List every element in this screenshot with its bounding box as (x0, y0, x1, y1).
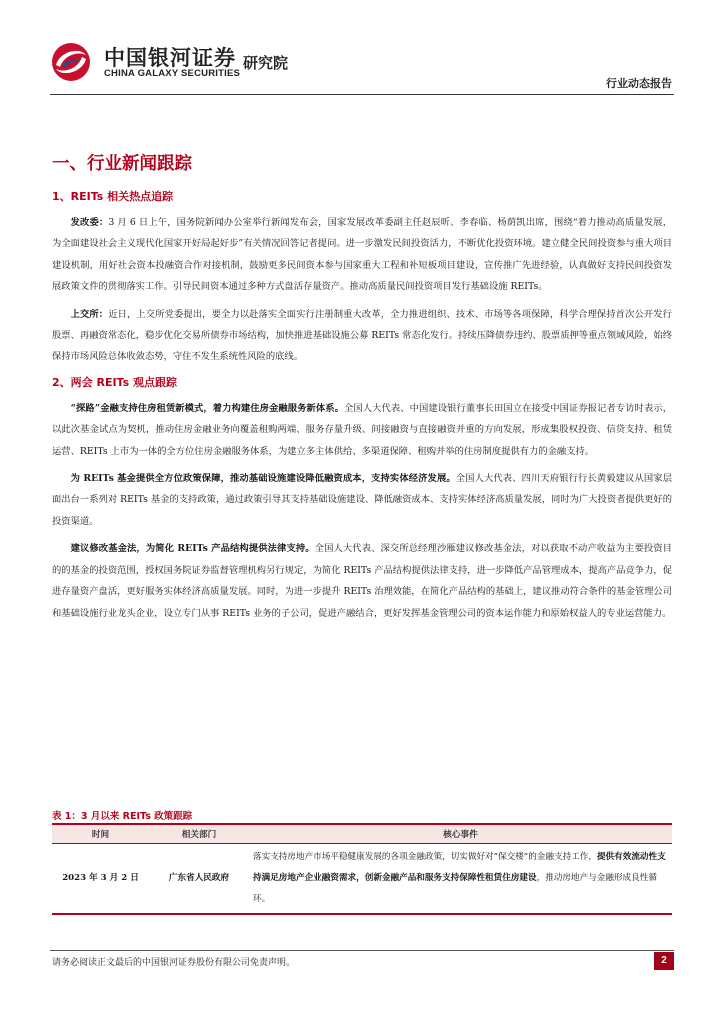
paragraph-lead: “探路”金融支持住房租赁新模式，着力构建住房金融服务新体系。 (70, 402, 344, 414)
paragraph-lead: 上交所： (70, 308, 109, 320)
main-content (52, 150, 672, 630)
event-text-emphasis: 提供有效流动性支持满足房地产企业融资需求，创新金融产品和服务支持保障性租赁住房建设 (253, 852, 666, 883)
paragraph-lead: 发改委： (70, 217, 109, 228)
paragraph-ndrc (52, 212, 672, 298)
paragraph-policy-support (52, 468, 672, 532)
column-header-department: 相关部门 (149, 824, 249, 844)
paragraph-fund-law (52, 538, 672, 624)
header-divider (50, 94, 674, 95)
table-row (52, 844, 672, 915)
footer-divider (50, 950, 674, 951)
paragraph-sse (52, 304, 672, 368)
page-number: 2 (654, 952, 674, 970)
paragraph-housing-finance (52, 398, 672, 462)
section-title: 一、行业新闻跟踪 (52, 154, 192, 174)
paragraph-lead: 为 REITs 基金提供全方位政策保障，推动基础设施建设降低融资成本，支持实体经济发展。 (70, 473, 456, 485)
cell-event (249, 844, 672, 915)
policy-table (52, 823, 672, 915)
table-header-row (52, 824, 672, 844)
cell-date: 2023 年 3 月 2 日 (52, 844, 149, 915)
paragraph-body: 全国人大代表、四川天府银行行长黄毅建议从国家层面出台一系列对 REITs 基金的支持政策，通过政策引导其支持基础设施建设、降低融资成本、支持实体经济高质量发展，同时为广大投资者提供更好的投资渠道。 (52, 473, 672, 527)
cell-department: 广东省人民政府 (149, 844, 249, 915)
footer-disclaimer: 请务必阅读正文最后的中国银河证券股份有限公司免责声明。 (52, 958, 296, 968)
paragraph-body: 全国人大代表、深交所总经理沙雁建议修改基金法，对以获取不动产收益为主要投资目的的基金的投资范围，授权国务院证券监督管理机构另行规定，为简化 REITs 产品结构提供法律支持，进一步降低产品管理成本，提高产品竞争力，促进存量资产盘活，更好服务实体经济高质量发展。同时，为进一步提升 REITs 治理效能，在简化产品结构的基础上，建议推动符合条件的基金管理公司和基础设施行业龙头企业，设立专门从事 REITs 业务的子公司，促进产融结合，更好发挥基金管理公司的资本运作能力和原始权益人的专业运营能力。 (52, 543, 672, 619)
event-text: ，推动房地产与金融形成良性循环。 (253, 873, 657, 904)
paragraph-body: 3 月 6 日上午，国务院新闻办公室举行新闻发布会，国家发展改革委副主任赵辰昕、李春临、杨荫凯出席，围绕“着力推动高质量发展，为全面建设社会主义现代化国家开好局起好步”有关情况回答记者提问。进一步激发民间投资活力，不断优化投资环境。建立健全民间投资参与重大项目建设机制，用好社会资本投融资合作对接机制，鼓励更多民间资本参与国家重大工程和补短板项目建设，宣传推广先进经验，认真做好支持民间投资发展政策文件的贯彻落实工作。引导民间资本通过多种方式盘活存量资产。推动高质量民间投资项目发行基础设施 REITs。 (52, 217, 672, 293)
galaxy-logo-icon (50, 41, 92, 83)
brand-name-cn: 中国银河证券 (104, 46, 236, 70)
table-caption: 表 1：3 月以来 REITs 政策跟踪 (52, 811, 193, 822)
institute-label: 研究院 (243, 54, 289, 72)
column-header-event: 核心事件 (249, 824, 672, 844)
paragraph-lead: 建议修改基金法，为简化 REITs 产品结构提供法律支持。 (70, 543, 315, 555)
column-header-date: 时间 (52, 824, 149, 844)
subsection-title-hotspots: 1、REITs 相关热点追踪 (52, 190, 174, 203)
brand-name-en: CHINA GALAXY SECURITIES (104, 68, 241, 79)
subsection-title-two-sessions: 2、两会 REITs 观点跟踪 (52, 375, 177, 389)
page-header (0, 0, 724, 96)
paragraph-body: 近日，上交所党委提出，要全力以赴落实全面实行注册制重大改革，全力推进组织、技术、市场等各项保障，科学合理保持首次公开发行股票、再融资常态化，稳步优化交易所债券市场结构，加快推进基础设施公募 REITs 常态化发行。持续压降债券违约、股票质押等重点领域风险，始终保持市场风险总体收敛态势，守住不发生系统性风险的底线。 (52, 308, 672, 363)
report-type-label: 行业动态报告 (606, 77, 672, 90)
paragraph-body: 全国人大代表、中国建设银行董事长田国立在接受中国证券报记者专访时表示，以此次基金试点为契机，推动住房金融业务向覆盖租购两端、服务存量升级、间接融资与直接融资并重的方向发展，形成集股权投资、信贷支持、租赁运营、REITs 上市为一体的全方位住房金融服务体系，为建立多主体供给、多渠道保障、租购并举的住房制度提供有力的金融支持。 (52, 402, 672, 457)
event-text: 落实支持房地产市场平稳健康发展的各项金融政策，切实做好对“保交楼”的金融支持工作， (253, 852, 597, 862)
